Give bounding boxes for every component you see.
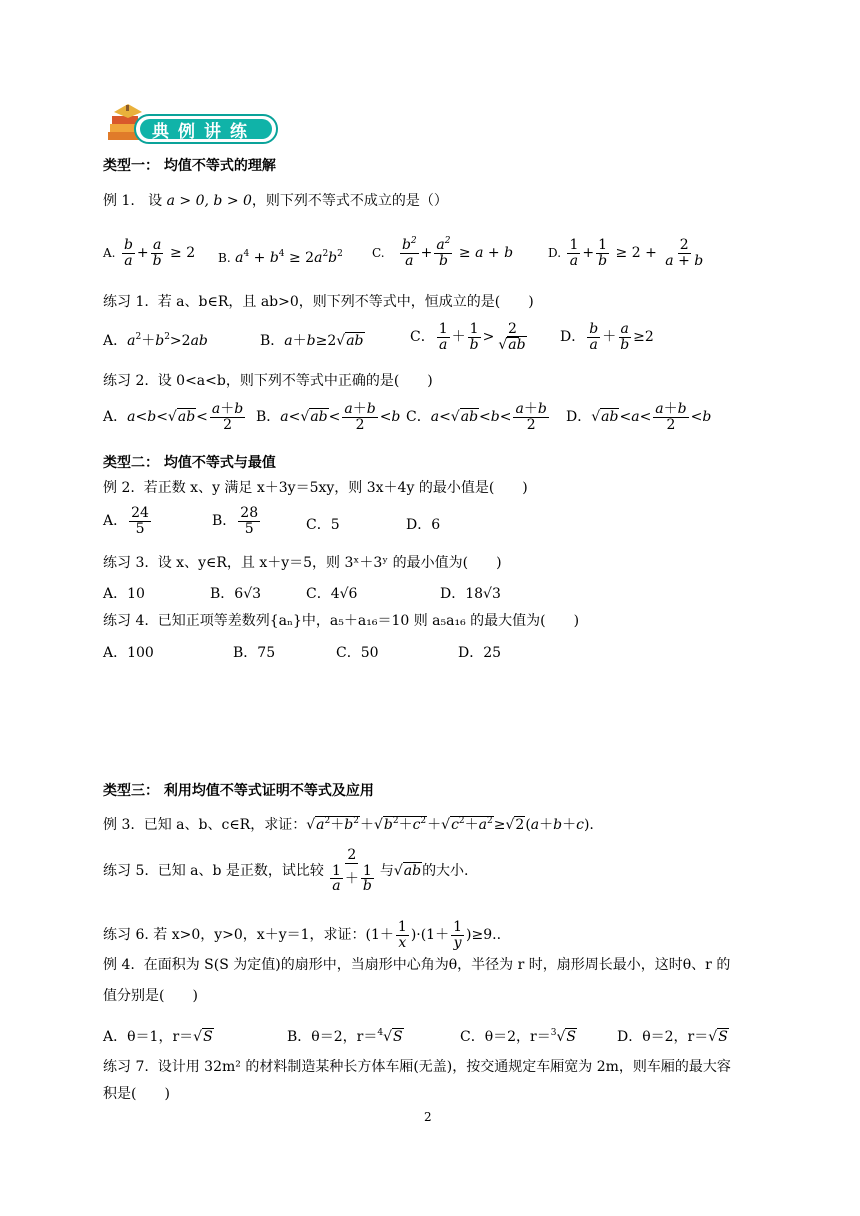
practice-6-formula: (1＋ $\frac{1}{x}$ )·(1＋ $\frac{1}{y}$ )≥9.. <box>365 919 502 951</box>
example-1 <box>103 191 448 211</box>
example-2-option-b: B． $\frac{28}{5}$ <box>212 505 259 537</box>
practice-5-fraction: 2 $\frac{1}{a}$ ＋ $\frac{1}{b}$ <box>331 847 372 895</box>
practice-7-line-1 <box>103 1057 731 1077</box>
banner-title: 典例讲练 <box>152 122 256 142</box>
example-2-label: 例 2. <box>103 480 135 496</box>
practice-2-label: 练习 2. <box>103 373 149 389</box>
practice-7-label: 练习 7. <box>103 1059 149 1075</box>
example-1-option-c: C. $\frac{b^2}{a}$ + $\frac{a^2}{b}$ ≥ a + b <box>372 236 514 269</box>
example-4-option-a: A．θ＝1，r＝√S <box>103 1029 213 1045</box>
example-3-text: 已知 a、b、c∈R，求证： <box>143 817 307 833</box>
example-4-option-b: B．θ＝2，r＝$^4$√S <box>287 1028 403 1045</box>
example-2-option-d: D．6 <box>406 517 441 533</box>
example-1-option-a: A. $\frac{b}{a}$ + $\frac{a}{b}$ ≥ 2 <box>103 237 196 269</box>
practice-7-text-1: 设计用 32m² 的材料制造某种长方体车厢(无盖)，按交通规定车厢宽为 2m，则车厢的最大容 <box>157 1059 731 1075</box>
practice-6-text: 若 x>0，y>0，x＋y＝1，求证： <box>153 927 366 944</box>
practice-6-label: 练习 6. <box>103 927 149 944</box>
example-4-option-c: C．θ＝2，r＝$^3$√S <box>460 1028 576 1045</box>
practice-5: 练习 5. 已知 a、b 是正数，试比较 2 $\frac{1}{a}$ ＋ $\frac{1}{b}$ 与√ab的大小. <box>103 847 469 895</box>
practice-2-text: 设 0<a<b，则下列不等式中正确的是( ) <box>157 373 433 389</box>
example-3 <box>103 815 594 835</box>
example-1-label: 例 1. <box>103 193 135 209</box>
example-1-option-b: B. $a^4 + b^4 \ge 2a^2b^2$ <box>218 249 343 266</box>
practice-4-option-d: D．25 <box>458 645 502 661</box>
practice-6 <box>103 920 501 950</box>
practice-4-option-a: A．100 <box>103 645 154 661</box>
example-2-option-a: A． $\frac{24}{5}$ <box>103 505 149 537</box>
practice-2-option-b: B．a<√ab< $\frac{a+b}{2}$ <b <box>256 401 401 433</box>
example-2-text: 若正数 x、y 满足 x＋3y＝5xy，则 3x＋4y 的最小值是( ) <box>143 480 528 496</box>
example-3-formula: $√a^2+b^2+√b^2+c^2+√c^2+a^2\ge√2(a+b+c)$. <box>306 816 594 833</box>
practice-1-option-a: A．$a^2+b^2>2ab$ <box>103 332 208 349</box>
practice-2-option-d: D．√ab<a< $\frac{a+b}{2}$ <b <box>566 401 712 433</box>
practice-5-text-c: 的大小. <box>422 863 469 880</box>
practice-3 <box>103 553 502 573</box>
practice-3-option-a: A．10 <box>103 586 145 602</box>
section-heading-3: 类型三： 利用均值不等式证明不等式及应用 <box>103 783 374 799</box>
practice-3-text: 设 x、y∈R，且 x＋y＝5，则 3ˣ＋3ʸ 的最小值为( ) <box>157 555 502 571</box>
practice-1-option-c: C． $\frac{1}{a}$ ＋ $\frac{1}{b}$ > $\frac{2}{√ab}$ <box>410 321 526 353</box>
example-2 <box>103 478 528 498</box>
practice-4-option-c: C．50 <box>336 645 379 661</box>
example-3-label: 例 3. <box>103 817 135 833</box>
example-4-option-d: D．θ＝2，r＝√S <box>617 1029 728 1045</box>
practice-2 <box>103 371 433 391</box>
example-4-label: 例 4. <box>103 957 135 973</box>
practice-2-option-c: C．a<√ab<b< $\frac{a+b}{2}$ <box>406 401 547 433</box>
practice-4-text: 已知正项等差数列{aₙ}中，a₅＋a₁₆＝10 则 a₅a₁₆ 的最大值为( ) <box>157 613 580 629</box>
example-1-text-b: ，则下列不等式不成立的是（） <box>251 193 448 209</box>
practice-3-option-d: D．18√3 <box>440 586 501 602</box>
practice-5-label: 练习 5. <box>103 863 149 880</box>
practice-3-label: 练习 3. <box>103 555 149 571</box>
practice-4 <box>103 611 579 631</box>
practice-2-option-a: A．a<b<√ab< $\frac{a+b}{2}$ <box>103 401 244 433</box>
practice-4-option-b: B．75 <box>233 645 276 661</box>
practice-5-text-b: 与 <box>379 863 394 880</box>
example-1-text-a: 设 <box>148 193 163 209</box>
practice-1-option-d: D． $\frac{b}{a}$ ＋ $\frac{a}{b}$ ≥2 <box>560 321 654 353</box>
example-4-line-1 <box>103 955 730 975</box>
practice-1 <box>103 292 534 312</box>
example-4-text-1: 在面积为 S(S 为定值)的扇形中，当扇形中心角为θ，半径为 r 时，扇形周长最小，这时θ、r 的 <box>143 957 731 973</box>
practice-4-label: 练习 4. <box>103 613 149 629</box>
example-1-condition: a > 0, b > 0 <box>166 193 252 209</box>
practice-7-line-2: 积是( ) <box>103 1086 170 1102</box>
practice-1-label: 练习 1. <box>103 294 149 310</box>
example-4-line-2: 值分别是( ) <box>103 988 198 1004</box>
section-heading-2: 类型二： 均值不等式与最值 <box>103 455 276 471</box>
section-heading-1: 类型一： 均值不等式的理解 <box>103 158 276 174</box>
example-2-option-c: C．5 <box>306 517 340 533</box>
practice-3-option-b: B．6√3 <box>210 586 262 602</box>
practice-3-option-c: C．4√6 <box>306 586 358 602</box>
page-number: 2 <box>424 1110 432 1124</box>
practice-1-text: 若 a、b∈R，且 ab>0，则下列不等式中，恒成立的是( ) <box>157 294 534 310</box>
practice-5-text-a: 已知 a、b 是正数，试比较 <box>157 863 324 880</box>
practice-1-option-b: B．a＋b≥2√ab <box>260 333 364 349</box>
section-banner <box>104 100 282 150</box>
example-1-option-d: D. $\frac{1}{a}$ + $\frac{1}{b}$ ≥ 2 + $\frac{2}{a + b}$ <box>548 237 704 269</box>
